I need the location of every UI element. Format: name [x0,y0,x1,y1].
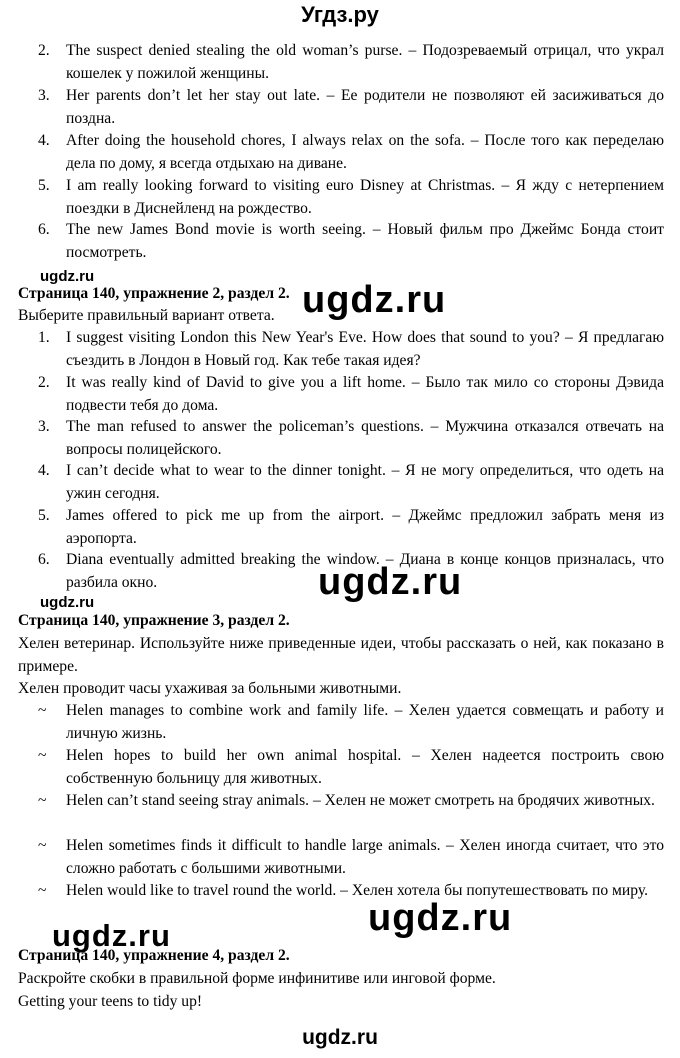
bullet-text: Helen manages to combine work and family life. – Хелен удается совмещать и работу и личную жизнь. [66,702,664,742]
tilde-bullet-icon: ~ [38,747,47,764]
watermark-large: ugdz.ru [52,918,171,953]
section-example: Хелен проводит часы ухаживая за больными животными. [18,680,402,697]
item-number: 4. [38,132,50,149]
watermark-large: ugdz.ru [318,561,463,603]
watermark-large: ugdz.ru [302,279,447,321]
item-text: I suggest visiting London this New Year's Eve. How does that sound to you? – Я предлагаю съездить в Лондон в Новый год. Как тебе такая идея? [66,329,664,369]
section-heading: Страница 140, упражнение 4, раздел 2. [18,947,290,964]
site-footer: ugdz.ru [302,1026,378,1049]
item-text: The suspect denied stealing the old woman’s purse. – Подозреваемый отрицал, что украл кошелек у пожилой женщины. [66,42,664,82]
section-line: Getting your teens to tidy up! [18,993,203,1010]
bullet-text: Helen can’t stand seeing stray animals. – Хелен не может смотреть на бродячих животных. [66,792,655,809]
tilde-bullet-icon: ~ [38,792,47,809]
watermark-small: ugdz.ru [40,594,95,611]
watermark-small: ugdz.ru [40,268,95,285]
item-text: I am really looking forward to visiting euro Disney at Christmas. – Я жду с нетерпением поездки в Диснейленд на рождество. [66,177,664,217]
item-number: 5. [38,177,50,194]
item-number: 3. [38,87,50,104]
item-number: 6. [38,221,50,238]
section-instruction: Раскройте скобки в правильной форме инфинитиве или инговой форме. [18,970,496,987]
item-text: Her parents don’t let her stay out late. – Ее родители не позволяют ей засиживаться до поздна. [66,87,664,127]
item-number: 2. [38,42,50,59]
item-number: 4. [38,462,50,479]
bullet-text: Helen hopes to build her own animal hospital. – Хелен надеется построить свою собственную больницу для животных. [66,747,664,787]
item-number: 3. [38,418,50,435]
section-heading: Страница 140, упражнение 3, раздел 2. [18,612,290,629]
item-text: After doing the household chores, I always relax on the sofa. – После того как переделаю дела по дому, я всегда отдыхаю на диване. [66,132,664,172]
section-intro: Хелен ветеринар. Используйте ниже приведенные идеи, чтобы рассказать о ней, как показано в примере. [18,635,664,675]
bullet-text: Helen sometimes finds it difficult to handle large animals. – Хелен иногда считает, что это сложно работать с большими животными. [66,837,664,877]
tilde-bullet-icon: ~ [38,837,47,854]
item-text: James offered to pick me up from the airport. – Джеймс предложил забрать меня из аэропорта. [66,507,664,547]
tilde-bullet-icon: ~ [38,702,47,719]
bullet-text: Helen would like to travel round the world. – Хелен хотела бы попутешествовать по миру. [66,882,648,899]
item-number: 6. [38,551,50,568]
tilde-bullet-icon: ~ [38,882,47,899]
watermark-large: ugdz.ru [368,897,513,939]
item-number: 2. [38,374,50,391]
site-header: Угдз.ру [301,2,379,27]
item-text: Diana eventually admitted breaking the window. – Диана в конце концов призналась, что разбила окно. [66,551,664,591]
item-number: 5. [38,507,50,524]
section-heading: Страница 140, упражнение 2, раздел 2. [18,285,290,302]
item-text: I can’t decide what to wear to the dinner tonight. – Я не могу определиться, что одеть на ужин сегодня. [66,462,664,502]
item-text: It was really kind of David to give you a lift home. – Было так мило со стороны Дэвида подвести тебя до дома. [66,374,664,414]
section-instruction: Выберите правильный вариант ответа. [18,307,275,324]
item-text: The new James Bond movie is worth seeing. – Новый фильм про Джеймс Бонда стоит посмотреть. [66,221,664,261]
item-text: The man refused to answer the policeman’s questions. – Мужчина отказался отвечать на вопросы полицейского. [66,418,664,458]
item-number: 1. [38,329,50,346]
